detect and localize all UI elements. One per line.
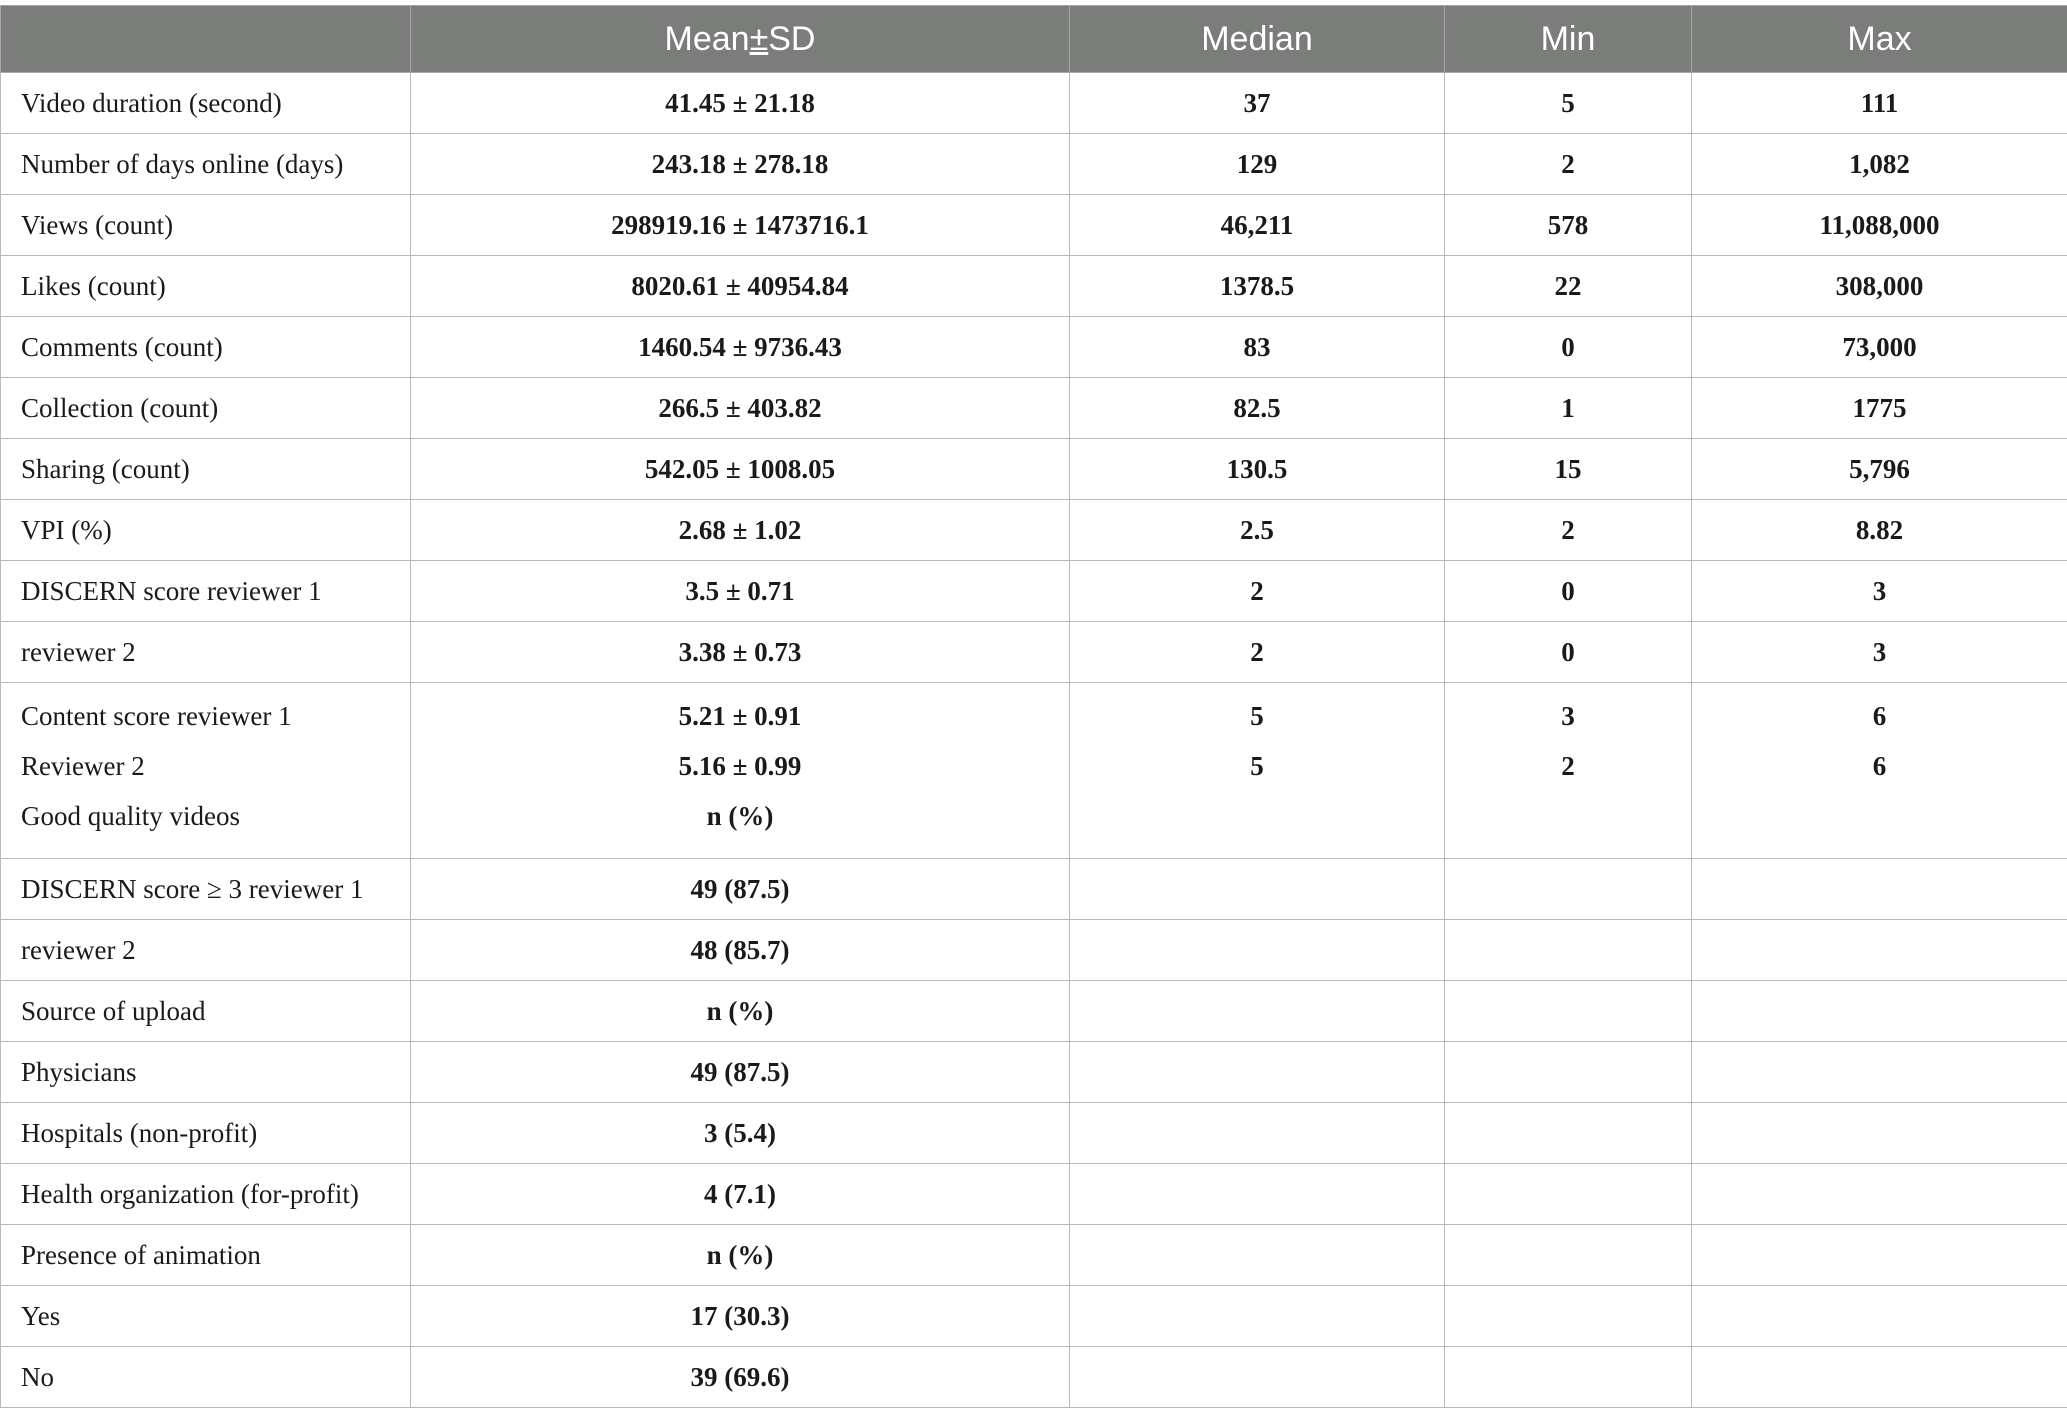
median-cell: 2.5 bbox=[1070, 500, 1445, 561]
empty-cell bbox=[1692, 1286, 2067, 1347]
row-label: Likes (count) bbox=[1, 256, 411, 317]
empty-cell bbox=[1445, 1286, 1692, 1347]
max-cell: 73,000 bbox=[1692, 317, 2067, 378]
content-score-median bbox=[1070, 683, 1445, 859]
mean-sd-cell: 41.45 ± 21.18 bbox=[411, 73, 1070, 134]
empty-cell bbox=[1692, 1347, 2067, 1408]
mean-sd-cell: 49 (87.5) bbox=[411, 1042, 1070, 1103]
median-cell: 82.5 bbox=[1070, 378, 1445, 439]
median-cell: 5 bbox=[1250, 701, 1264, 731]
empty-cell bbox=[1070, 1347, 1445, 1408]
mean-sd-cell: n (%) bbox=[411, 981, 1070, 1042]
table-row bbox=[1, 1286, 2067, 1347]
mean-sd-cell: 48 (85.7) bbox=[411, 920, 1070, 981]
mean-sd-cell: 39 (69.6) bbox=[411, 1347, 1070, 1408]
row-label: Number of days online (days) bbox=[1, 134, 411, 195]
empty-cell bbox=[1445, 1225, 1692, 1286]
empty-cell bbox=[1692, 1042, 2067, 1103]
max-cell: 3 bbox=[1692, 561, 2067, 622]
table-row bbox=[1, 195, 2067, 256]
header-mean-text: Mean bbox=[664, 19, 750, 58]
table-row bbox=[1, 622, 2067, 683]
median-cell: 5 bbox=[1250, 751, 1264, 781]
empty-cell bbox=[1692, 859, 2067, 920]
min-cell: 578 bbox=[1445, 195, 1692, 256]
max-cell: 11,088,000 bbox=[1692, 195, 2067, 256]
table-row bbox=[1, 859, 2067, 920]
empty-cell bbox=[1445, 1164, 1692, 1225]
table-body bbox=[1, 73, 2067, 1408]
mean-sd-cell: 8020.61 ± 40954.84 bbox=[411, 256, 1070, 317]
empty-cell bbox=[1445, 981, 1692, 1042]
mean-sd-cell: 3.5 ± 0.71 bbox=[411, 561, 1070, 622]
table-row bbox=[1, 1103, 2067, 1164]
content-score-mean-sd bbox=[411, 683, 1070, 859]
median-cell: 2 bbox=[1070, 561, 1445, 622]
mean-sd-cell: 49 (87.5) bbox=[411, 859, 1070, 920]
row-label: Hospitals (non-profit) bbox=[1, 1103, 411, 1164]
row-label: DISCERN score ≥ 3 reviewer 1 bbox=[1, 859, 411, 920]
min-cell: 5 bbox=[1445, 73, 1692, 134]
empty-cell bbox=[1445, 1347, 1692, 1408]
mean-sd-cell: n (%) bbox=[411, 1225, 1070, 1286]
content-score-labels bbox=[1, 683, 411, 859]
mean-sd-cell: n (%) bbox=[706, 801, 774, 831]
table-header bbox=[1, 6, 2067, 73]
row-label: Source of upload bbox=[1, 981, 411, 1042]
mean-sd-cell: 298919.16 ± 1473716.1 bbox=[411, 195, 1070, 256]
max-cell: 3 bbox=[1692, 622, 2067, 683]
table-row bbox=[1, 500, 2067, 561]
header-pm-symbol: ± bbox=[749, 19, 769, 58]
row-label: Comments (count) bbox=[1, 317, 411, 378]
max-cell: 1775 bbox=[1692, 378, 2067, 439]
min-cell: 0 bbox=[1445, 317, 1692, 378]
row-label: reviewer 2 bbox=[1, 920, 411, 981]
empty-cell bbox=[1070, 1103, 1445, 1164]
header-median: Median bbox=[1070, 6, 1445, 73]
content-score-max bbox=[1692, 683, 2067, 859]
mean-sd-cell: 542.05 ± 1008.05 bbox=[411, 439, 1070, 500]
mean-sd-cell: 3.38 ± 0.73 bbox=[411, 622, 1070, 683]
row-label: Health organization (for-profit) bbox=[1, 1164, 411, 1225]
table-row bbox=[1, 73, 2067, 134]
median-cell: 37 bbox=[1070, 73, 1445, 134]
min-cell: 2 bbox=[1445, 500, 1692, 561]
table-row bbox=[1, 561, 2067, 622]
min-cell: 1 bbox=[1445, 378, 1692, 439]
table-row bbox=[1, 256, 2067, 317]
mean-sd-cell: 1460.54 ± 9736.43 bbox=[411, 317, 1070, 378]
min-cell: 2 bbox=[1445, 134, 1692, 195]
content-score-row bbox=[1, 683, 2067, 859]
min-cell: 15 bbox=[1445, 439, 1692, 500]
row-label: Content score reviewer 1 bbox=[21, 701, 292, 731]
max-cell: 111 bbox=[1692, 73, 2067, 134]
empty-cell bbox=[1445, 1042, 1692, 1103]
row-label: Views (count) bbox=[1, 195, 411, 256]
empty-cell bbox=[1070, 981, 1445, 1042]
table-row bbox=[1, 981, 2067, 1042]
table-row bbox=[1, 1164, 2067, 1225]
min-cell: 22 bbox=[1445, 256, 1692, 317]
row-label: Presence of animation bbox=[1, 1225, 411, 1286]
table-row bbox=[1, 317, 2067, 378]
row-label: Good quality videos bbox=[21, 801, 240, 831]
max-cell: 308,000 bbox=[1692, 256, 2067, 317]
content-score-min bbox=[1445, 683, 1692, 859]
median-cell: 2 bbox=[1070, 622, 1445, 683]
header-min: Min bbox=[1445, 6, 1692, 73]
table-row bbox=[1, 1225, 2067, 1286]
row-label: DISCERN score reviewer 1 bbox=[1, 561, 411, 622]
empty-cell bbox=[1445, 920, 1692, 981]
median-cell: 130.5 bbox=[1070, 439, 1445, 500]
table-row bbox=[1, 1347, 2067, 1408]
table-row bbox=[1, 1042, 2067, 1103]
empty-cell bbox=[1070, 859, 1445, 920]
mean-sd-cell: 5.21 ± 0.91 bbox=[678, 701, 802, 731]
empty-cell bbox=[1070, 1042, 1445, 1103]
max-cell: 1,082 bbox=[1692, 134, 2067, 195]
header-sd-text: SD bbox=[768, 19, 816, 58]
header-row bbox=[1, 6, 2067, 73]
header-blank-cell bbox=[1, 6, 411, 73]
empty-cell bbox=[1692, 1225, 2067, 1286]
row-label: Video duration (second) bbox=[1, 73, 411, 134]
table-row bbox=[1, 439, 2067, 500]
empty-cell bbox=[1070, 1164, 1445, 1225]
min-cell: 0 bbox=[1445, 622, 1692, 683]
row-label: Yes bbox=[1, 1286, 411, 1347]
min-cell: 2 bbox=[1561, 751, 1575, 781]
max-cell: 6 bbox=[1872, 751, 1887, 781]
table-row bbox=[1, 920, 2067, 981]
median-cell: 83 bbox=[1070, 317, 1445, 378]
mean-sd-cell: 5.16 ± 0.99 bbox=[678, 751, 802, 781]
table-row bbox=[1, 378, 2067, 439]
row-label: reviewer 2 bbox=[1, 622, 411, 683]
mean-sd-cell: 17 (30.3) bbox=[411, 1286, 1070, 1347]
median-cell: 129 bbox=[1070, 134, 1445, 195]
max-cell: 6 bbox=[1872, 701, 1887, 731]
empty-cell bbox=[1070, 920, 1445, 981]
median-cell: 1378.5 bbox=[1070, 256, 1445, 317]
mean-sd-cell: 2.68 ± 1.02 bbox=[411, 500, 1070, 561]
max-cell: 8.82 bbox=[1692, 500, 2067, 561]
empty-cell bbox=[1692, 1103, 2067, 1164]
mean-sd-cell: 266.5 ± 403.82 bbox=[411, 378, 1070, 439]
mean-sd-cell: 4 (7.1) bbox=[411, 1164, 1070, 1225]
row-label: Physicians bbox=[1, 1042, 411, 1103]
mean-sd-cell: 243.18 ± 278.18 bbox=[411, 134, 1070, 195]
table-row bbox=[1, 134, 2067, 195]
min-cell: 3 bbox=[1561, 701, 1575, 731]
empty-cell bbox=[1692, 920, 2067, 981]
empty-cell bbox=[1692, 1164, 2067, 1225]
header-mean-sd bbox=[411, 6, 1070, 73]
row-label: No bbox=[1, 1347, 411, 1408]
max-cell: 5,796 bbox=[1692, 439, 2067, 500]
min-cell: 0 bbox=[1445, 561, 1692, 622]
empty-cell bbox=[1445, 1103, 1692, 1164]
empty-cell bbox=[1692, 981, 2067, 1042]
header-max: Max bbox=[1692, 6, 2067, 73]
empty-cell bbox=[1445, 859, 1692, 920]
row-label: Collection (count) bbox=[1, 378, 411, 439]
empty-cell bbox=[1070, 1225, 1445, 1286]
statistics-table bbox=[0, 5, 2067, 1408]
mean-sd-cell: 3 (5.4) bbox=[411, 1103, 1070, 1164]
median-cell: 46,211 bbox=[1070, 195, 1445, 256]
row-label: Reviewer 2 bbox=[21, 751, 145, 781]
empty-cell bbox=[1070, 1286, 1445, 1347]
row-label: VPI (%) bbox=[1, 500, 411, 561]
row-label: Sharing (count) bbox=[1, 439, 411, 500]
